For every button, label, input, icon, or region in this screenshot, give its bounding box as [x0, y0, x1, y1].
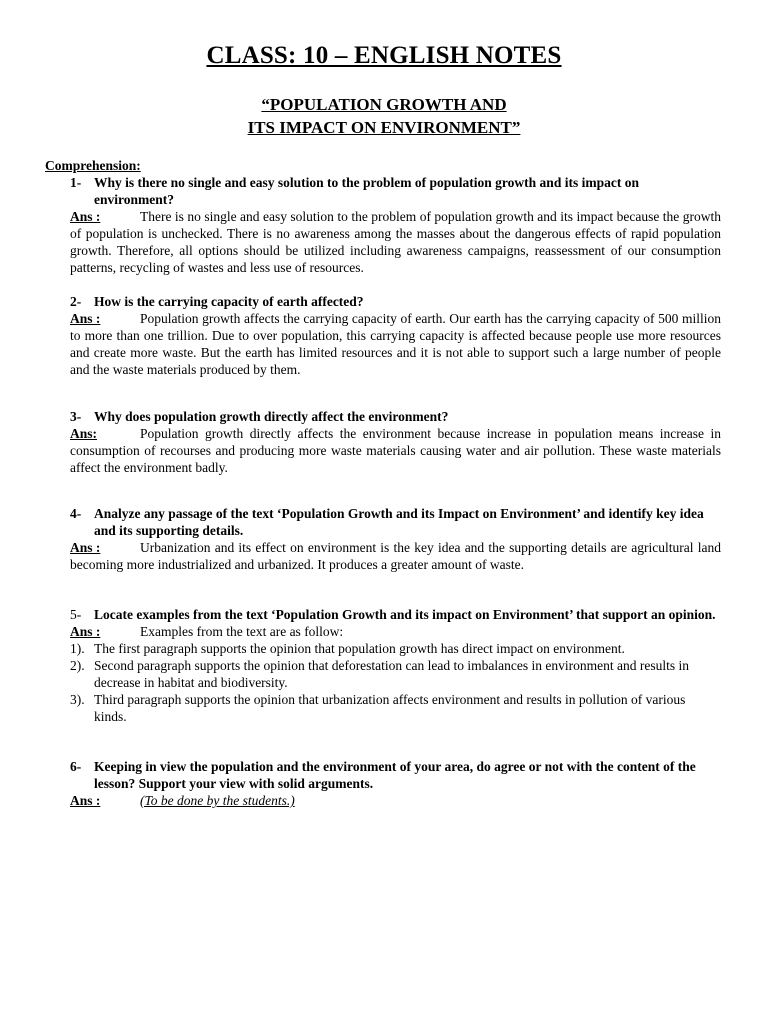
question-6 [45, 758, 721, 792]
question-1 [45, 174, 721, 208]
notes-content [45, 157, 721, 809]
answer-text: Urbanization and its effect on environment is the key idea and the supporting details are agricultural land becoming more industrialized and urbanized. It produces a greater amount of waste. [70, 540, 721, 572]
answer-label: Ans : [70, 209, 101, 224]
answer-3 [45, 425, 721, 476]
question-number: 2- [70, 294, 82, 309]
question-text: Locate examples from the text ‘Population Growth and its impact on Environment’ that support an opinion. [94, 607, 716, 622]
example-number: 3). [70, 692, 85, 707]
answer-label: Ans : [70, 624, 101, 639]
question-text: Analyze any passage of the text ‘Population Growth and its Impact on Environment’ and identify key idea and its supporting details. [94, 506, 704, 538]
question-number: 5- [70, 607, 82, 622]
answer-label: Ans: [70, 426, 98, 441]
question-2 [45, 293, 721, 310]
question-text: Why is there no single and easy solution to the problem of population growth and its impact on environment? [94, 175, 639, 207]
answer-4 [45, 539, 721, 573]
answer-label: Ans : [70, 311, 101, 326]
example-text: The first paragraph supports the opinion that population growth has direct impact on environment. [94, 641, 625, 656]
question-number: 6- [70, 759, 82, 774]
answer-text: Population growth directly affects the environment because increase in population means increase in consumption of recourses and producing more waste materials causing water and air pollution. These waste materials affect the environment badly. [70, 426, 721, 475]
answer-text: There is no single and easy solution to the problem of population growth and its impact because the growth of population is unchecked. There is no awareness among the masses about the dangerous effects of rapid population growth. Therefore, all options should be utilized including awareness campaigns, reassessment of our consumption patterns, recycling of wastes and less use of resources. [70, 209, 721, 275]
question-text: Why does population growth directly affect the environment? [94, 409, 449, 424]
question-text: How is the carrying capacity of earth affected? [94, 294, 364, 309]
example-text: Third paragraph supports the opinion that urbanization affects environment and results in pollution of various kinds. [94, 692, 686, 724]
section-heading: Comprehension: [45, 158, 141, 173]
question-number: 1- [70, 175, 82, 190]
example-number: 1). [70, 641, 85, 656]
answer-5 [45, 623, 721, 640]
answer-label: Ans : [70, 540, 101, 555]
answer-2 [45, 310, 721, 378]
example-item [45, 691, 721, 725]
answer-text: Population growth affects the carrying capacity of earth. Our earth has the carrying capacity of 500 million to more than one trillion. Due to over population, this carrying capacity is affected because people use more resources and create more waste. But the earth has limited resources and it is not able to support such a large number of people and the waste materials produced by them. [70, 311, 721, 377]
answer-text: Examples from the text are as follow: [140, 624, 344, 639]
lesson-title-line-1: “POPULATION GROWTH AND [261, 95, 507, 114]
page-title: CLASS: 10 – ENGLISH NOTES [206, 42, 562, 69]
example-number: 2). [70, 658, 85, 673]
question-number: 3- [70, 409, 82, 424]
lesson-title-line-2: ITS IMPACT ON ENVIRONMENT” [247, 118, 521, 137]
question-text: Keeping in view the population and the environment of your area, do agree or not with the content of the lesson? Support your view with solid arguments. [94, 759, 696, 791]
question-3 [45, 408, 721, 425]
example-item [45, 640, 721, 657]
answer-label: Ans : [70, 793, 101, 808]
answer-text: (To be done by the students.) [140, 793, 295, 808]
answer-1 [45, 208, 721, 276]
example-item [45, 657, 721, 691]
answer-6 [45, 792, 721, 809]
example-text: Second paragraph supports the opinion that deforestation can lead to imbalances in environment and results in decrease in habitat and biodiversity. [94, 658, 689, 690]
question-5 [45, 606, 721, 623]
question-number: 4- [70, 506, 82, 521]
question-4 [45, 505, 721, 539]
